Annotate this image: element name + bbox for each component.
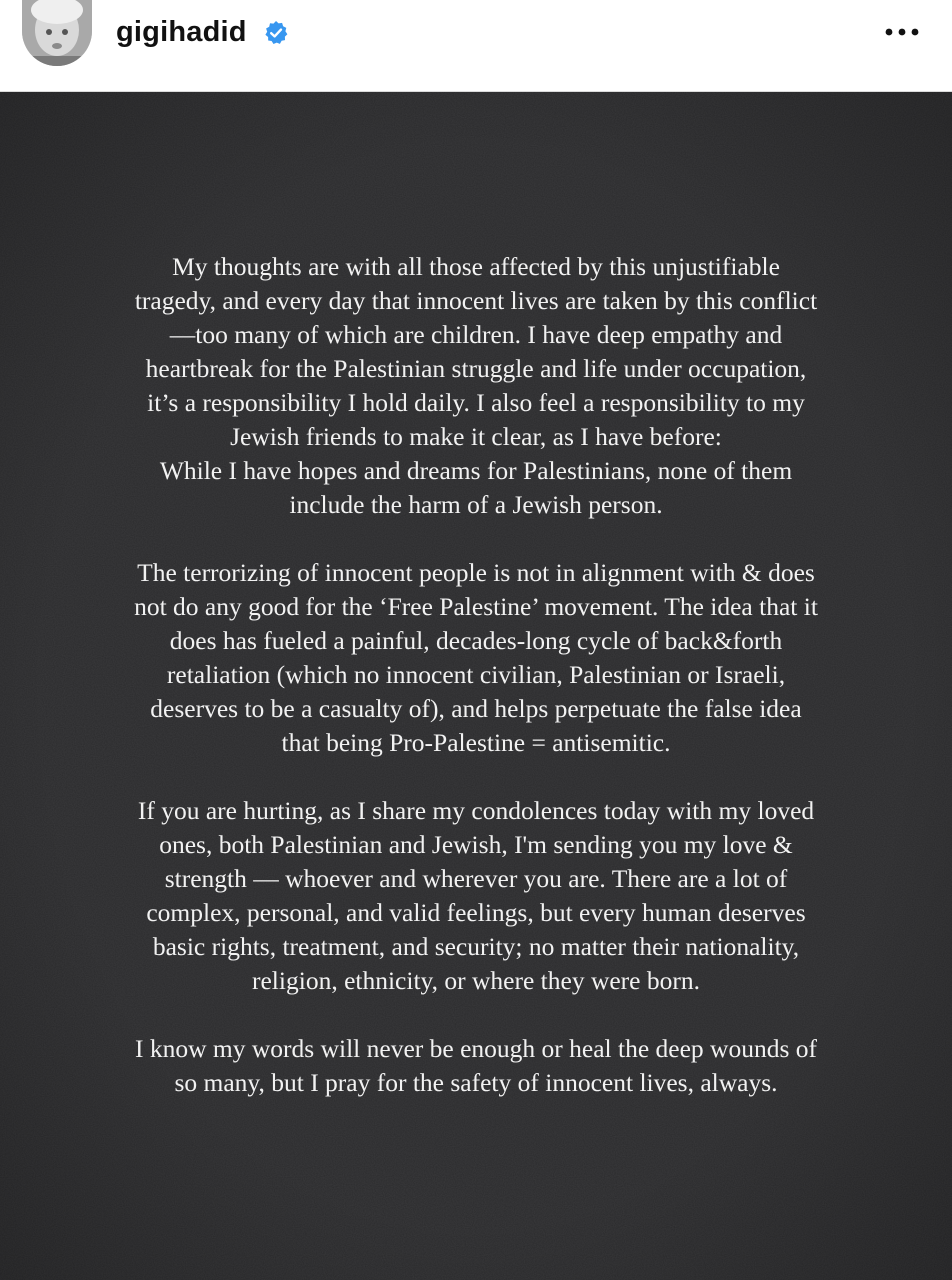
story-text-line: not do any good for the ‘Free Palestine’ movement. The idea that it: [134, 592, 818, 621]
story-text-line: that being Pro-Palestine = antisemitic.: [281, 728, 671, 757]
story-paragraph: [60, 1032, 892, 1100]
story-text-line: strength — whoever and wherever you are. There are a lot of: [164, 864, 788, 893]
story-text-line: complex, personal, and valid feelings, but every human deserves: [146, 898, 806, 927]
story-text-line: include the harm of a Jewish person.: [289, 490, 663, 519]
story-text: [60, 250, 892, 1134]
story-text-line: While I have hopes and dreams for Palestinians, none of them: [159, 456, 793, 485]
story-text-line: so many, but I pray for the safety of innocent lives, always.: [174, 1068, 778, 1097]
avatar[interactable]: [22, 0, 92, 66]
story-text-line: My thoughts are with all those affected by this unjustifiable: [172, 252, 780, 281]
story-text-line: I know my words will never be enough or heal the deep wounds of: [135, 1034, 817, 1063]
profile-photo-icon: [22, 0, 92, 66]
story-text-line: The terrorizing of innocent people is not in alignment with & does: [137, 558, 815, 587]
story-text-line: heartbreak for the Palestinian struggle and life under occupation,: [145, 354, 807, 383]
story-image: [0, 92, 952, 1280]
story-text-line: tragedy, and every day that innocent lives are taken by this conflict: [134, 286, 818, 315]
story-text-line: basic rights, treatment, and security; no matter their nationality,: [152, 932, 800, 961]
story-text-line: it’s a responsibility I hold daily. I also feel a responsibility to my: [147, 388, 805, 417]
story-text-line: If you are hurting, as I share my condolences today with my loved: [137, 796, 815, 825]
verified-badge-icon: [263, 20, 289, 46]
story-paragraph: [60, 556, 892, 760]
story-text-line: —too many of which are children. I have deep empathy and: [169, 320, 783, 349]
post-header: [0, 0, 952, 92]
story-paragraph: [60, 250, 892, 522]
story-text-line: retaliation (which no innocent civilian, Palestinian or Israeli,: [166, 660, 786, 689]
story-text-line: ones, both Palestinian and Jewish, I'm sending you my love &: [159, 830, 793, 859]
story-text-line: deserves to be a casualty of), and helps perpetuate the false idea: [150, 694, 802, 723]
story-text-line: does has fueled a painful, decades-long cycle of back&forth: [169, 626, 783, 655]
username[interactable]: gigihadid: [116, 16, 247, 48]
story-text-line: Jewish friends to make it clear, as I have before:: [230, 422, 722, 451]
story-paragraph: [60, 794, 892, 998]
more-options-icon[interactable]: [880, 20, 924, 44]
story-text-line: religion, ethnicity, or where they were born.: [252, 966, 700, 995]
